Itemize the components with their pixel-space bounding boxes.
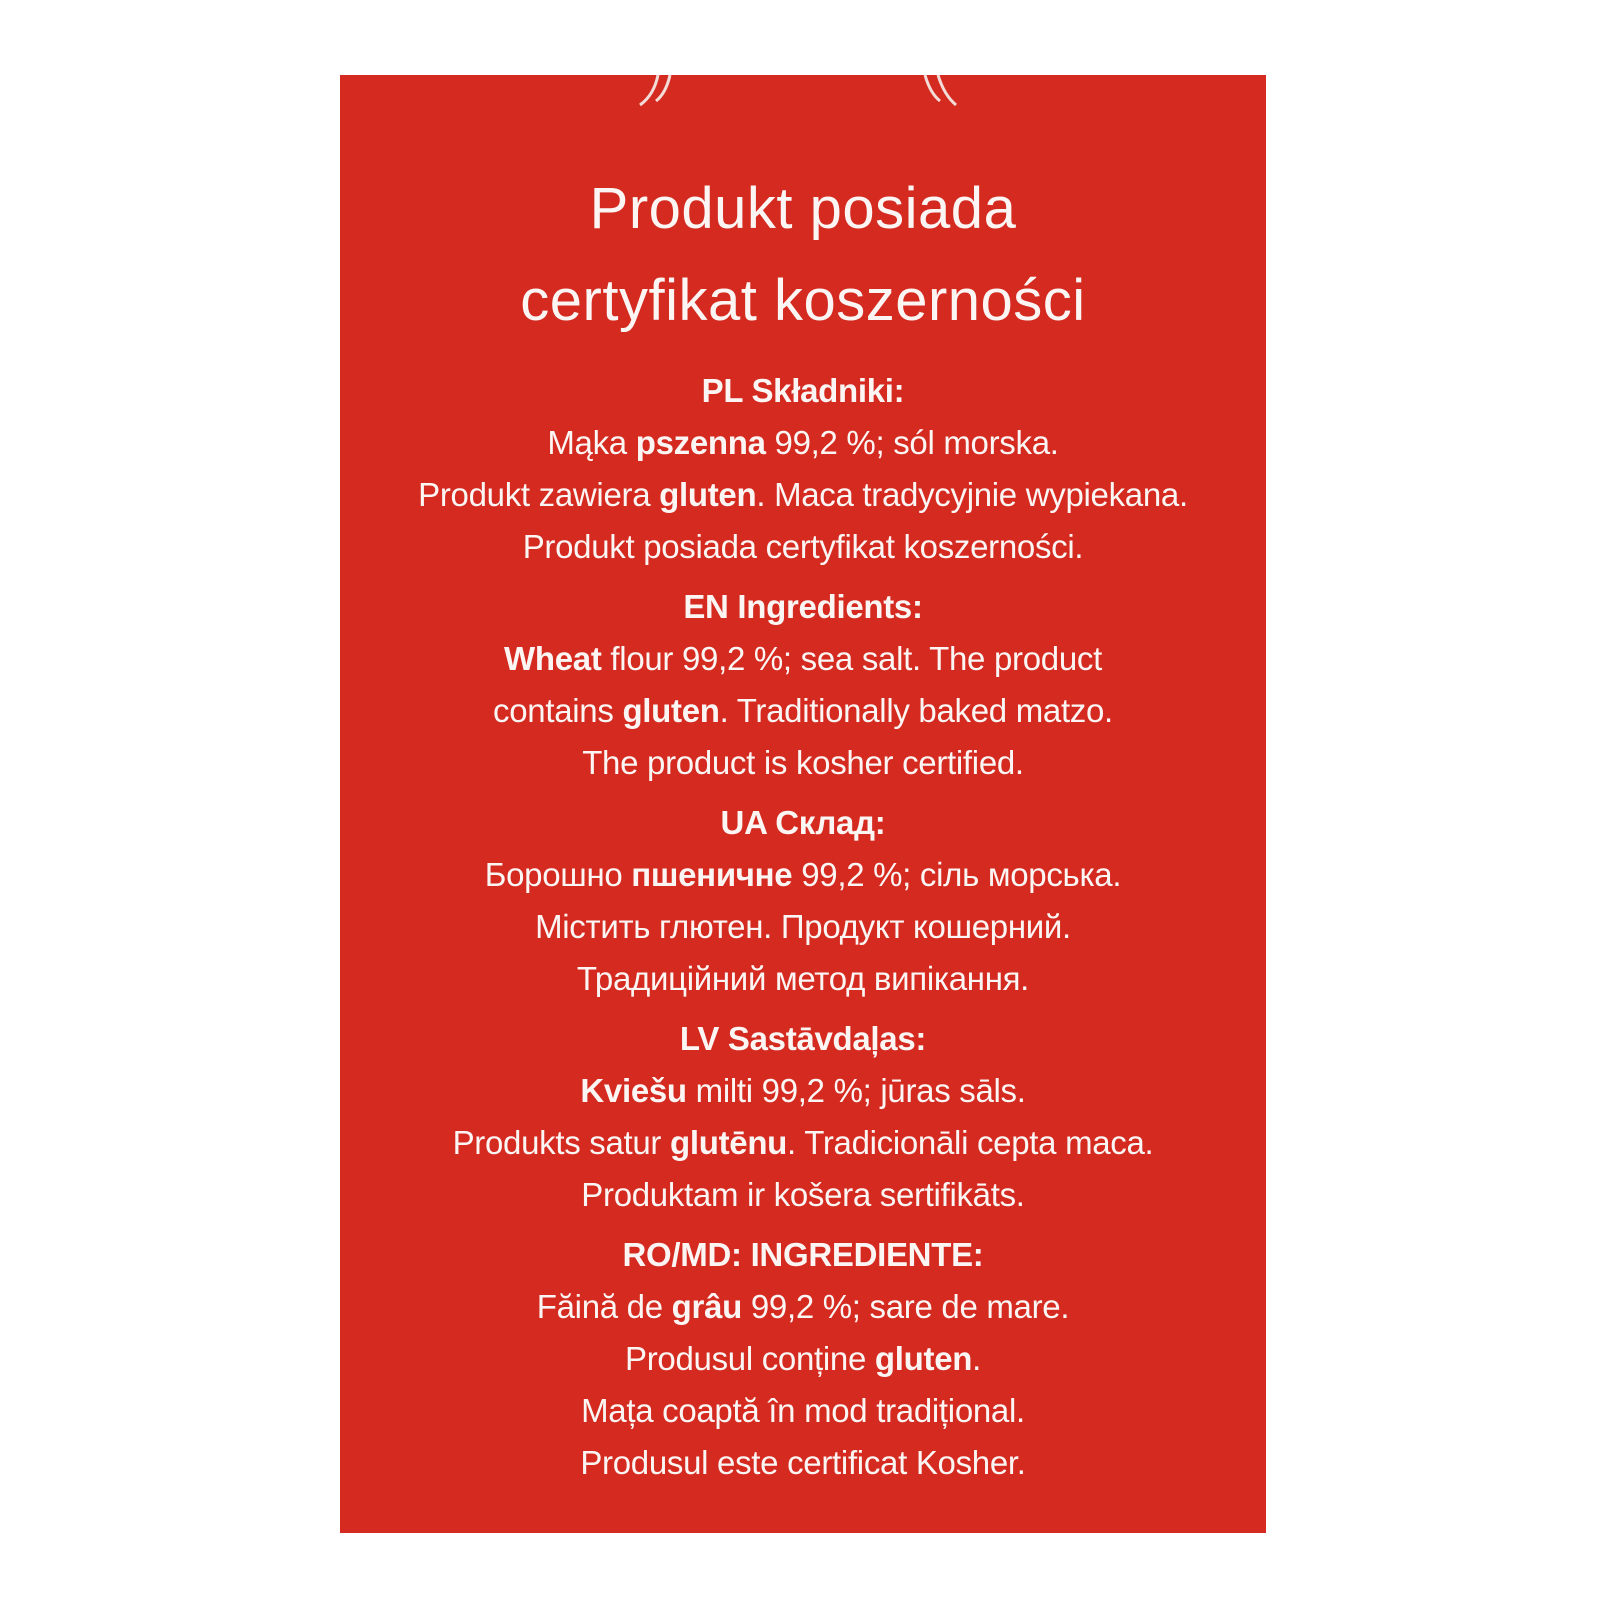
highlighted-allergen: gluten bbox=[874, 1340, 973, 1377]
ingredient-text: 99,2 %; sare de mare. bbox=[741, 1288, 1070, 1325]
highlighted-allergen: Wheat bbox=[504, 640, 602, 677]
ingredients-section bbox=[340, 365, 1266, 573]
highlighted-allergen: пшеничне bbox=[631, 856, 793, 893]
ingredient-text: Produsul conține bbox=[625, 1340, 875, 1377]
ingredient-line bbox=[340, 901, 1266, 953]
ingredient-text: Борошно bbox=[484, 856, 632, 893]
ingredient-text: . bbox=[972, 1340, 981, 1377]
package-label-panel bbox=[340, 75, 1266, 1533]
ingredient-line bbox=[340, 953, 1266, 1005]
ingredient-line bbox=[340, 633, 1266, 685]
ingredients-section bbox=[340, 581, 1266, 789]
ingredient-line bbox=[340, 1281, 1266, 1333]
section-heading: PL Składniki: bbox=[701, 372, 905, 409]
ingredient-line bbox=[340, 1065, 1266, 1117]
ingredient-line bbox=[340, 1117, 1266, 1169]
ingredient-line bbox=[340, 737, 1266, 789]
ingredient-text: Традиційний метод випікання. bbox=[576, 960, 1030, 997]
ingredient-text: milti 99,2 %; jūras sāls. bbox=[686, 1072, 1026, 1109]
section-heading: EN Ingredients: bbox=[683, 588, 923, 625]
section-heading: RO/MD: INGREDIENTE: bbox=[622, 1236, 984, 1273]
ingredient-text: 99,2 %; сіль морська. bbox=[792, 856, 1122, 893]
ingredient-text: 99,2 %; sól morska. bbox=[765, 424, 1059, 461]
ingredient-text: Produkt zawiera bbox=[418, 476, 660, 513]
ingredient-text: flour 99,2 %; sea salt. The product bbox=[601, 640, 1102, 677]
highlighted-allergen: glutēnu bbox=[670, 1124, 788, 1161]
ingredient-line bbox=[340, 417, 1266, 469]
ingredient-line bbox=[340, 469, 1266, 521]
ingredient-text: Produsul este certificat Kosher. bbox=[580, 1444, 1026, 1481]
ingredient-line bbox=[340, 1385, 1266, 1437]
section-heading: LV Sastāvdaļas: bbox=[679, 1020, 927, 1057]
ingredients-section bbox=[340, 1229, 1266, 1489]
ingredient-text: Містить глютен. Продукт кошерний. bbox=[535, 908, 1071, 945]
ingredient-text: contains bbox=[493, 692, 623, 729]
highlighted-allergen: gluten bbox=[659, 476, 757, 513]
ingredient-text: . Maca tradycyjnie wypiekana. bbox=[756, 476, 1188, 513]
ingredient-line bbox=[340, 1437, 1266, 1489]
ingredients-section bbox=[340, 797, 1266, 1005]
section-heading: UA Склад: bbox=[720, 804, 886, 841]
headline-line-1: Produkt posiada bbox=[589, 176, 1017, 241]
wheat-decoration-icon bbox=[340, 75, 1266, 115]
highlighted-allergen: grâu bbox=[671, 1288, 742, 1325]
ingredient-text: . Tradicionāli cepta maca. bbox=[787, 1124, 1154, 1161]
ingredient-line bbox=[340, 521, 1266, 573]
ingredients-section bbox=[340, 1013, 1266, 1221]
ingredient-text: Mąka bbox=[547, 424, 636, 461]
ingredient-text: Produkts satur bbox=[452, 1124, 670, 1161]
ingredient-text: Produkt posiada certyfikat koszerności. bbox=[522, 528, 1084, 565]
ingredient-line bbox=[340, 685, 1266, 737]
ingredient-text: . Traditionally baked matzo. bbox=[719, 692, 1113, 729]
kosher-headline bbox=[340, 163, 1266, 347]
headline-line-2: certyfikat koszerności bbox=[520, 268, 1086, 333]
highlighted-allergen: Kviešu bbox=[580, 1072, 687, 1109]
ingredient-text: The product is kosher certified. bbox=[582, 744, 1024, 781]
ingredient-text: Produktam ir košera sertifikāts. bbox=[581, 1176, 1025, 1213]
ingredient-line bbox=[340, 849, 1266, 901]
ingredient-text: Mața coaptă în mod tradițional. bbox=[581, 1392, 1025, 1429]
ingredient-text: Făină de bbox=[536, 1288, 672, 1325]
highlighted-allergen: gluten bbox=[622, 692, 720, 729]
ingredient-line bbox=[340, 1169, 1266, 1221]
ingredient-line bbox=[340, 1333, 1266, 1385]
ingredients-sections bbox=[340, 365, 1266, 1497]
highlighted-allergen: pszenna bbox=[635, 424, 766, 461]
